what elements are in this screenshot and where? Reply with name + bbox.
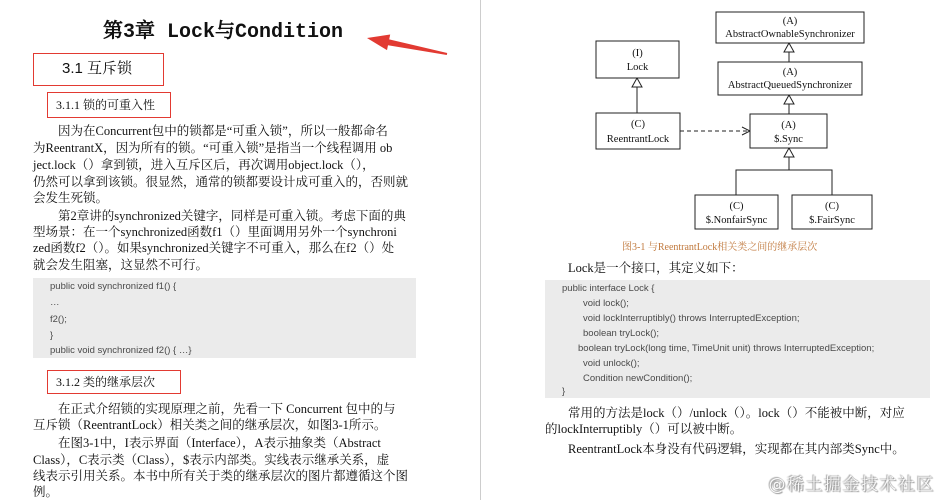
code-line: void lockInterruptibly() throws InterruptedException; [583,313,800,324]
node-abstract-ownable-synchronizer [716,12,864,43]
inheritance-edge [736,170,832,195]
inheritance-arrowhead [784,43,794,52]
class-name: AbstractOwnableSynchronizer [725,29,855,40]
sync-paragraph: ReentrantLock本身没有代码逻辑，实现都在其内部类Sync中。 [568,442,905,456]
section-3-1-1-heading: 3.1.1 锁的可重入性 [56,98,156,112]
class-name: AbstractQueuedSynchronizer [727,80,853,91]
inheritance-arrowhead [632,78,642,87]
inheritance-arrowhead [784,148,794,157]
code-line: f2(); [50,314,67,325]
paragraph-line: 为ReentrantX，因为所有的锁。“可重入锁”是指当一个线程调用 ob [33,141,393,155]
paragraph-line: 型场景：在一个synchronized函数f1（）里面调用另外一个synchroni [33,225,397,239]
code-line: … [50,297,60,308]
section-3-1-2-highlight-box [47,370,181,394]
red-annotation-arrow [360,28,452,58]
code-line: } [50,330,54,341]
code-line: boolean tryLock(); [583,328,660,339]
class-kind: (A) [781,120,796,131]
paragraph-line: 互斥锁（ReentrantLock）相关类之间的继承层次，如图3-1所示。 [33,418,387,432]
page-gutter [480,0,481,500]
class-hierarchy-diagram [585,0,880,236]
right-page [482,0,943,500]
red-arrow-shape [367,35,447,56]
code-line: public void synchronized f1() { [50,281,177,292]
code-line: public void synchronized f2() { …} [50,345,192,356]
class-name: Lock [626,62,649,73]
paragraph-line: 会发生死锁。 [33,191,109,205]
section-3-1-highlight-box [33,53,164,86]
paragraph-line: 的lockInterruptibly（）可以被中断。 [545,422,743,436]
lock-intro: Lock是一个接口，其定义如下： [568,261,744,275]
node-fair-sync [792,195,872,229]
class-kind: (C) [825,201,839,212]
class-kind: (I) [632,48,643,59]
code-line: boolean tryLock(long time, TimeUnit unit) throws InterruptedException; [578,343,875,354]
node-sync [750,114,827,148]
class-name: ReentrantLock [606,134,670,145]
watermark: @稀土掘金技术社区 [768,475,935,495]
paragraph-line: 线表示引用关系。本书中所有关于类的继承层次的图片都遵循这个图 [33,469,409,483]
section-3-1-2-heading: 3.1.2 类的继承层次 [56,375,156,389]
paragraph-line: Class），C表示类（Class），$表示内部类。实线表示继承关系，虚 [33,453,390,467]
paragraph-line: 例。 [33,485,59,499]
class-kind: (A) [782,67,798,78]
inheritance-arrowhead [784,95,794,104]
paragraph-line: 因为在Concurrent包中的锁都是“可重入锁”，所以一般都命名 [58,124,388,138]
figure-caption: 图3-1 与ReentrantLock相关类之间的继承层次 [622,242,818,253]
paragraph-line: ject.lock（）拿到锁，进入互斥区后，再次调用object.lock（）， [33,158,375,172]
node-abstract-queued-synchronizer [718,62,862,95]
paragraph-line: 常用的方法是lock（）/unlock（）。lock（）不能被中断，对应 [568,406,905,420]
class-kind: (C) [729,201,744,212]
class-name: $.Sync [774,134,803,145]
class-kind: (C) [631,119,645,130]
paragraph-line: 在图3-1中，I表示界面（Interface），A表示抽象类（Abstract [58,436,381,450]
paragraph-line: 在正式介绍锁的实现原理之前，先看一下 Concurrent 包中的与 [58,402,396,416]
section-3-1-heading: 3.1 互斥锁 [62,60,133,77]
node-nonfair-sync [695,195,778,229]
paragraph-line: 就会发生阻塞，这显然不可行。 [33,258,209,272]
lock-interface-code-block [545,280,930,398]
synchronized-code-block [33,278,416,358]
node-reentrant-lock [596,113,680,149]
class-name: $.NonfairSync [705,215,768,226]
class-name: $.FairSync [809,215,855,226]
chapter-title: 第3章 Lock与Condition [103,21,344,44]
code-line: Condition newCondition(); [583,373,693,384]
code-line: void lock(); [583,298,629,309]
paragraph-line: zed函数f2（）。如果synchronized关键字不可重入，那么在f2（）处 [33,241,395,255]
code-line: } [562,386,566,397]
paragraph-line: 仍然可以拿到该锁。很显然，通常的锁都要设计成可重入的，否则就 [33,175,409,189]
code-line: void unlock(); [583,358,640,369]
code-line: public interface Lock { [562,283,655,294]
node-lock [596,41,679,78]
section-3-1-1-highlight-box [47,92,171,118]
paragraph-line: 第2章讲的synchronized关键字，同样是可重入锁。考虑下面的典 [58,209,406,223]
class-kind: (A) [782,16,798,27]
